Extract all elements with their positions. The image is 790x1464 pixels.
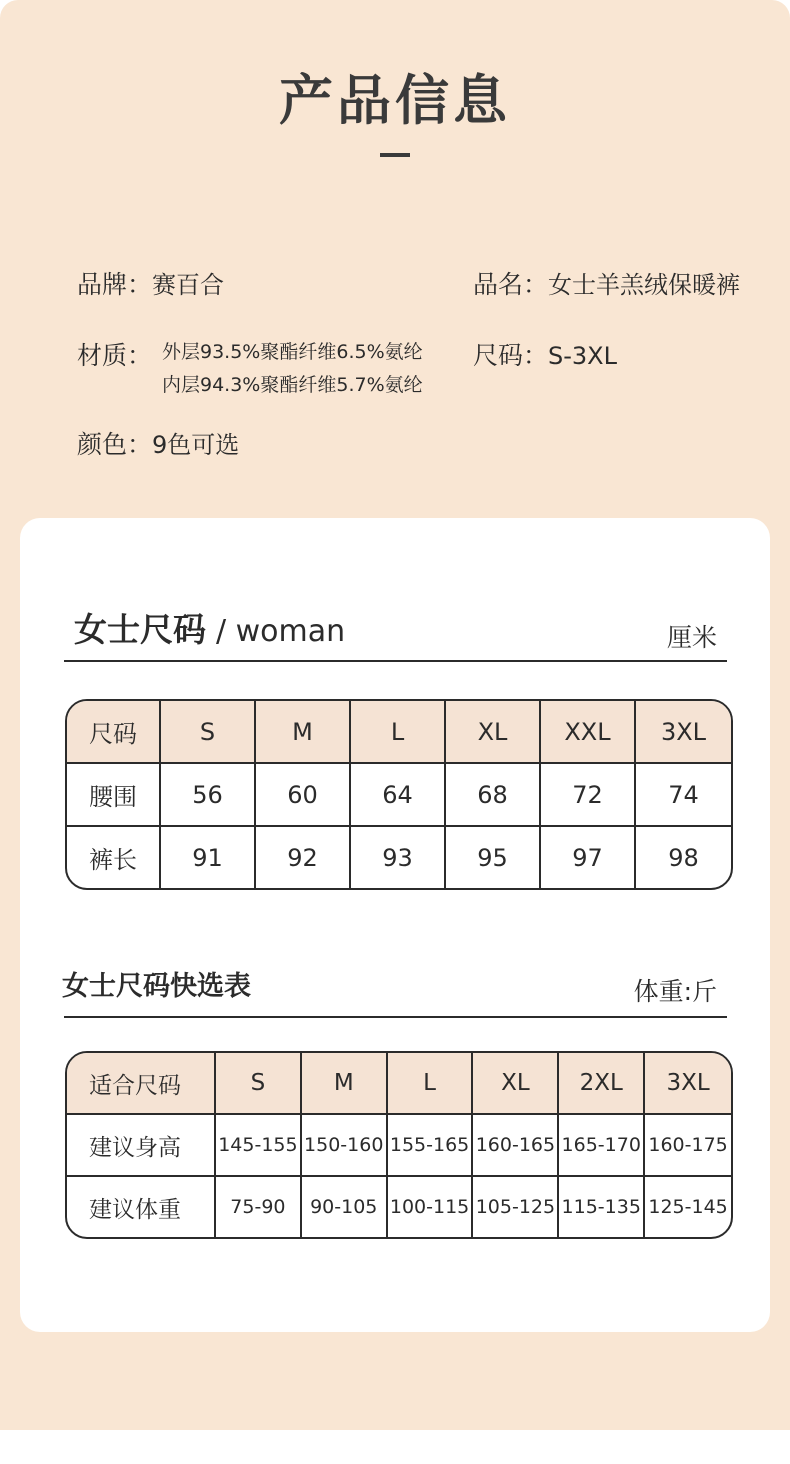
material-inner: 内层94.3%聚酯纤维5.7%氨纶 (162, 374, 423, 396)
info-color (77, 425, 239, 461)
page-title: 产品信息 (279, 69, 511, 132)
table-cell: 160-165 (473, 1115, 559, 1177)
table-header-cell: S (161, 701, 256, 764)
info-product-name (473, 265, 740, 301)
table-header-cell: 适合尺码 (67, 1053, 216, 1115)
size-label: 尺码： (473, 341, 549, 370)
table-header-cell: XL (473, 1053, 559, 1115)
table-row (67, 827, 731, 888)
table-cell: 125-145 (648, 1196, 728, 1218)
unit-label: 厘米 (666, 623, 717, 652)
section-quick-select-header (64, 960, 727, 1018)
table-cell: 105-125 (473, 1177, 559, 1237)
table-cell: 115-135 (559, 1177, 645, 1237)
table-row (67, 1115, 731, 1177)
color-label: 颜色： (77, 430, 153, 459)
quick-select-table (65, 1051, 733, 1239)
table-header-cell: 2XL (559, 1053, 645, 1115)
table-cell: 145-155 (216, 1115, 302, 1177)
table-row (67, 1177, 731, 1237)
brand-label: 品牌： (77, 270, 153, 299)
table-cell: 155-165 (388, 1115, 474, 1177)
section-women-size-header (64, 600, 727, 662)
table-cell: 92 (256, 827, 351, 888)
table-header-cell: L (388, 1053, 474, 1115)
table-cell: 64 (351, 764, 446, 827)
material-value (162, 336, 423, 402)
table-cell: 75-90 (216, 1177, 302, 1237)
color-value: 9色可选 (152, 431, 240, 459)
table-header-cell: 尺码 (67, 701, 161, 764)
table-cell: 56 (161, 764, 256, 827)
section-women-size-title (74, 604, 345, 651)
section-title-en: / woman (216, 614, 346, 649)
table-cell: 72 (541, 764, 636, 827)
table-row-label: 建议体重 (67, 1177, 216, 1237)
table-row (67, 764, 731, 827)
table-cell: 91 (161, 827, 256, 888)
info-size (473, 336, 617, 372)
material-label: 材质： (77, 341, 153, 370)
weight-unit-label: 体重:斤 (633, 977, 717, 1006)
table-cell: 97 (541, 827, 636, 888)
table-row-label: 建议身高 (67, 1115, 216, 1177)
table-header-cell: XXL (541, 701, 636, 764)
product-name-value: 女士羊羔绒保暖裤 (548, 271, 741, 299)
material-outer: 外层93.5%聚酯纤维6.5%氨纶 (162, 341, 423, 363)
table-cell: 95 (446, 827, 541, 888)
table-header-cell: L (351, 701, 446, 764)
brand-value: 赛百合 (152, 271, 225, 299)
section-quick-select-title: 女士尺码快选表 (62, 971, 251, 1002)
table-cell: 68 (446, 764, 541, 827)
size-table (65, 699, 733, 890)
table-cell: 74 (636, 764, 731, 827)
size-value: S-3XL (548, 342, 617, 370)
table-cell: 98 (668, 843, 699, 872)
table-cell: 160-175 (645, 1115, 731, 1177)
table-row-label: 裤长 (67, 827, 161, 888)
table-header-cell: 3XL (645, 1053, 731, 1115)
title-divider (380, 153, 410, 157)
table-cell: 60 (256, 764, 351, 827)
table-header-cell: M (302, 1053, 388, 1115)
table-header-cell: 3XL (636, 701, 731, 764)
table-cell: 100-115 (388, 1177, 474, 1237)
table-header-cell: XL (446, 701, 541, 764)
table-cell: 165-170 (559, 1115, 645, 1177)
table-row-label: 腰围 (67, 764, 161, 827)
section-title-cn: 女士尺码 (74, 610, 206, 649)
table-header-cell: M (256, 701, 351, 764)
info-brand (77, 265, 224, 301)
product-name-label: 品名： (473, 270, 549, 299)
table-header-row (67, 701, 731, 764)
table-cell: 150-160 (302, 1115, 388, 1177)
table-cell: 93 (351, 827, 446, 888)
table-header-row (67, 1053, 731, 1115)
table-cell: 90-105 (302, 1177, 388, 1237)
table-header-cell: S (216, 1053, 302, 1115)
